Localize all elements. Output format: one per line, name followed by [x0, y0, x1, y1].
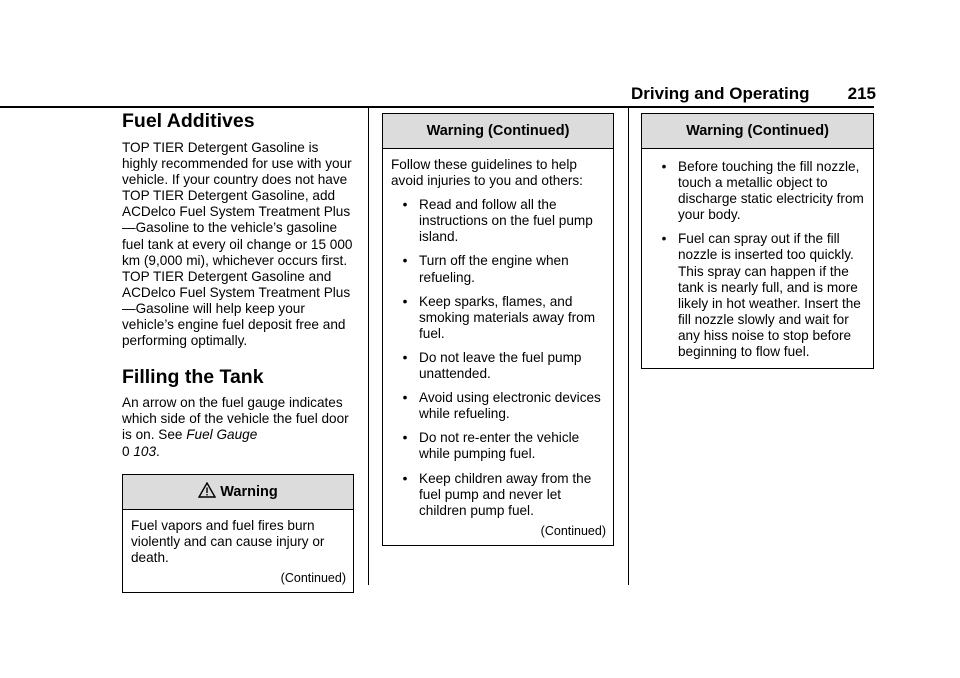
section-title: Driving and Operating	[631, 84, 810, 103]
column-divider-1	[368, 107, 369, 585]
warning-intro: Follow these guidelines to help avoid injuries to you and others:	[391, 157, 583, 189]
fuel-additives-paragraph: TOP TIER Detergent Gasoline is highly recommended for use with your vehicle. If your country does not have TOP TIER Detergent Gasoline, add ACDelco Fuel System Treatment Plus—Gasoline to the vehicle’s gasoline fuel tank at every oil change or 15 000 km (9,000 mi), whichever occurs first. TOP TIER Detergent Gasoline and ACDelco Fuel System Treatment Plus—Gasoline will help keep your vehicle’s engine fuel deposit free and performing optimally.	[122, 140, 353, 349]
bullet-mark: •	[402, 253, 408, 269]
page-number: 215	[847, 84, 876, 103]
list-item	[391, 430, 606, 462]
column-3	[641, 113, 874, 369]
bullet-mark: •	[402, 197, 408, 213]
warning-box-2	[382, 113, 614, 546]
bullet-mark: •	[661, 159, 667, 174]
list-item-text: Do not re-enter the vehicle while pumping fuel.	[419, 430, 580, 462]
continued-note-2: (Continued)	[540, 523, 606, 538]
filling-tank-text: An arrow on the fuel gauge indicates which side of the vehicle the fuel door is on. See	[122, 395, 349, 443]
column-1	[122, 108, 354, 593]
column-2	[382, 113, 614, 546]
page-header	[631, 84, 876, 104]
warning-continued-header-3: Warning (Continued)	[642, 114, 873, 149]
warning-title: Warning	[220, 483, 278, 500]
bullet-mark: •	[402, 349, 408, 365]
cross-reference-title[interactable]: Fuel Gauge	[186, 427, 258, 443]
guideline-list-3	[650, 159, 866, 360]
list-item-text: Keep sparks, flames, and smoking materials away from fuel.	[419, 293, 596, 341]
bullet-mark: •	[661, 231, 667, 247]
continued-note: (Continued)	[280, 570, 346, 585]
column-divider-2	[628, 107, 629, 585]
section-heading-filling-tank: Filling the Tank	[122, 366, 264, 389]
list-item	[391, 350, 606, 382]
warning-continued-header: Warning (Continued)	[383, 114, 613, 149]
warning-triangle-icon	[198, 482, 216, 502]
list-item-text: Do not leave the fuel pump unattended.	[419, 349, 582, 382]
warning-box-1	[122, 474, 354, 593]
ref-period: .	[156, 443, 160, 459]
filling-tank-paragraph	[122, 395, 354, 459]
bullet-mark: •	[402, 390, 408, 406]
warning-body	[123, 510, 353, 592]
list-item-text: Turn off the engine when refueling.	[419, 253, 569, 285]
list-item-text: Keep children away from the fuel pump and never let children pump fuel.	[419, 470, 592, 518]
list-item	[391, 390, 606, 422]
warning-box-3	[641, 113, 874, 369]
list-item	[391, 471, 606, 519]
list-item-text: Avoid using electronic devices while refueling.	[419, 390, 601, 422]
bullet-mark: •	[402, 430, 408, 446]
cross-reference-page[interactable]: 103	[133, 443, 157, 459]
page-ref-symbol: 0	[122, 443, 130, 459]
bullet-mark: •	[402, 470, 408, 486]
list-item	[650, 231, 866, 360]
list-item	[391, 197, 606, 245]
warning-body-2	[383, 149, 613, 545]
list-item-text: Fuel can spray out if the fill nozzle is inserted too quickly. This spray can happen if the tank is nearly full, and is more likely in hot weather. Insert the fill nozzle slowly and wait for any hiss noise to stop before beginning to flow fuel.	[678, 231, 861, 360]
warning-header	[123, 475, 353, 510]
list-item-text: Before touching the fill nozzle, touch a metallic object to discharge static electricity from your body.	[678, 159, 864, 223]
warning-text: Fuel vapors and fuel fires burn violently and can cause injury or death.	[131, 517, 325, 565]
warning-body-3	[642, 149, 873, 368]
bullet-mark: •	[402, 293, 408, 309]
list-item	[650, 159, 866, 223]
guideline-list	[391, 197, 606, 519]
list-item-text: Read and follow all the instructions on the fuel pump island.	[419, 197, 593, 245]
list-item	[391, 253, 606, 285]
list-item	[391, 294, 606, 342]
section-heading-fuel-additives: Fuel Additives	[122, 110, 255, 132]
